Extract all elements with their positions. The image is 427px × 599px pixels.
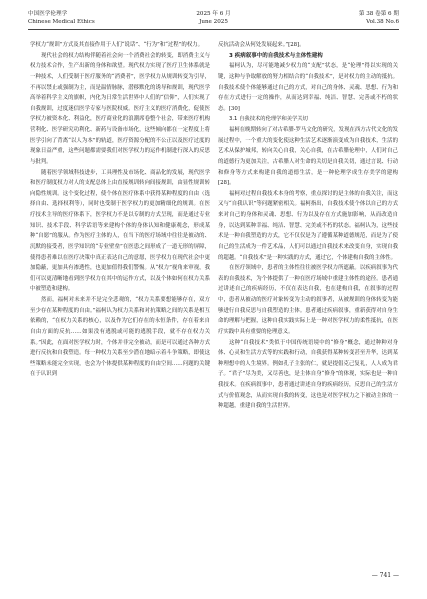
volume-cn: 第 38 卷第 6 期 xyxy=(358,11,399,17)
body-paragraph: 然而，福柯对未来并不是完全悲观的，“权力关系要想能够存在，双方至少存在某种程度的自由。”福柯认为权力关系和对抗策略之间的关系是相互依赖的，“在权力关系的核心，以及作为它们存在的永恒条件，存在着来自自由方面的反抗……如果没有逃脱或可能的逃脱手段，就不存在权力关系。”因此，在面对医学权力时，个体并非完全被动，而是可以通过各种方式进行反抗和自我塑造。每一种权力关系至少潜在地暗示着斗争策略，即使这些策略未能完全实现，也会为个体提供某种程度的自由空间……问题的关键在于认识到 xyxy=(30,297,210,378)
issue-date-en: June 2025 xyxy=(199,19,228,25)
journal-name-cn: 中国医学伦理学 xyxy=(28,11,68,17)
body-paragraph: 学权力“规训”方式及其直接作用于人们“说话”、“行为”和“过程”的权力。 xyxy=(30,42,203,48)
volume-info xyxy=(359,10,399,26)
page-number: — 741 — xyxy=(371,572,399,579)
body-paragraph: 反抗活动会从何处发展起来。”[28]。 xyxy=(218,42,305,48)
journal-name-en: Chinese Medical Ethics xyxy=(28,19,95,25)
header-rule xyxy=(28,29,399,30)
body-paragraph: 随着医学领域科技进步，工具理性及市场化、商品化的发展，现代医学和医疗制度权力对人的支配总体上由直接规训转向间接规训，由显性规训转向隐性规训。这个变化过程，使个体在医疗体系中获得某种程度的自由（选择自由、选择权利等），同时也受制于医学权力的更加精细化的规训。在医疗技术主导的医疗体系下，医学权力不是以专制的方式呈现，而是通过专业知识、技术手段、科学话语等来建构个体的身体认知和健康观念，形成某种“自愿”的服从。作为医疗主体的人，在当下的医疗场域中往往是被动的、沉默的接受者，医学知识的“专业壁垒”在医患之间形成了一道无形的屏障，使得患者难以在医疗决策中真正表达自己的意愿，医学权力在现代社会中更加隐蔽，更加具有渗透性，也更加值得我们警惕。从“权力”视角来审视，我们可以更清晰地看到医学权力在其中的运作方式，以及个体如何在权力关系中被塑造和建构。 xyxy=(30,169,210,293)
subsection-heading: 3.1 自我技术的伦理学和美学关切 xyxy=(229,116,308,123)
issue-date xyxy=(28,10,399,26)
body-paragraph: 在医疗领域中，患者的主体性往往被医学权力所遮蔽。以疾病叙事为代表的自我技术，为个体提供了一种在医疗场域中重建主体性的途径。患者通过讲述自己的疾病经历，不仅在表达自我，也在建构自我，在叙事的过程中，患者从被动的医疗对象转变为主动的叙事者，从被规训的身体转变为能够进行自我反思与自我塑造的主体。患者通过疾病叙事，重新获得对自身生命的理解与把握，这种自我实践实际上是一种对医学权力的柔性抵抗，在医疗实践中具有重要的伦理意义。 xyxy=(218,265,398,335)
body-paragraph: 这种“自我技术”类似于中国传统语境中的“修身”概念，通过种种对身体、心灵和生活方式等的实践和行动，自我获得某种转变甚至升华，达到某种理想中的人生境界。例如孔子主张的仁，就是提倡克己复礼，人人成为君子。“君子”尽为美，又尽善也，是主体自身“修身”的体现，实际也是一种自我技术。在疾病叙事中，患者通过讲述自身的疾病经历，反思自己的生活方式与价值观念，从而实现自我的转变，这也是对医学权力之下被动主体的一种超越，重建自我的生活世界。 xyxy=(218,339,398,410)
volume-en: Vol.38 No.6 xyxy=(366,19,399,25)
left-column xyxy=(30,40,210,380)
body-paragraph: 福柯对过程自我技术本身的考察，重点探讨的是主体的自我关注，而这又与“自我认识”等问题紧密相关。福柯指出，自我技术使个体以自己的方式来对自己的身体和灵魂、思想、行为以及存在方式施加影响，从而改造自身，以达到某种幸福、纯洁、智慧、完美或不朽的状态。福柯认为，这些技术是一种自我塑造的方式，它不仅仅是为了遵循某种道德规范，而是为了使自己的生活成为一件艺术品，人们可以通过自我技术来改变自身，实现自我的超越。“自我技术”是一种实践的方式，通过它，个体建构自我的主体性。 xyxy=(218,190,398,261)
body-paragraph: 福柯在晚期转向了对古希腊-罗马文化的研究，发现在西方古代文化的发展过程中，一个重大的变化使这种生活艺术逐渐演变成为自我技术，生活的艺术从保护城邦，转向关心自我，关心自我，在古希腊伦理中，人们对自己的道德行为更加关注，古希腊人对生命的关切是自我关切，通过言说、行动和修身等方式来构建自我的道德生活，是一种伦理学成生存美学的建构[28]。 xyxy=(218,127,398,187)
page-header xyxy=(28,10,399,36)
issue-date-cn: 2025 年 6 月 xyxy=(196,11,231,17)
section-heading: 3 疾病叙事中的自我技术与主体性建构 xyxy=(229,52,323,59)
right-column xyxy=(218,40,398,412)
body-paragraph: 现代社会的权力结构伴随着社会向一个消费社会的转变，即消费主义与权力技术合作，生产出新的身体和欲望。现代权力实现了医疗卫生体系就是一种技术，人们受制于医疗服务的“消费者”，医学权力从规训转变为引导，不再以禁止或强制为主，而是温情脉脉，潜移默化的诱导和规训，现代医学高举着科学主义的旗帜，内化为日常生活世界中人们的“信仰”，人们实现了自我规训，过度迷信医学专家与医院权威。医疗主义的医疗消费化，促使医学权力被资本化、利益化，医疗商业化的浪潮席卷整个社会，带来医疗机构营利化、医学研究功利化、新药与设备市场化，这些倾向都在一定程度上将医学引向了背离“以人为本”的轨道，医疗资源分配的不公正以及医疗过度的现象日益严重，这些问题都需要我们对医学权力的运作机制进行深入的反思与批判。 xyxy=(30,52,210,165)
body-paragraph: 福柯认为，尽可能地减少权力的“支配”状态，是“伦理”得以实现的关键，这种与争取解放的努力相结合的“自我技术”，是对权力的主动的抵抗。自我技术使个体能够通过自己的方式，对自己的身体、灵魂、思想、行为和存在方式进行一定的操作，从而达到幸福、纯洁、智慧、完善或不朽的状态。[30] xyxy=(218,63,398,112)
